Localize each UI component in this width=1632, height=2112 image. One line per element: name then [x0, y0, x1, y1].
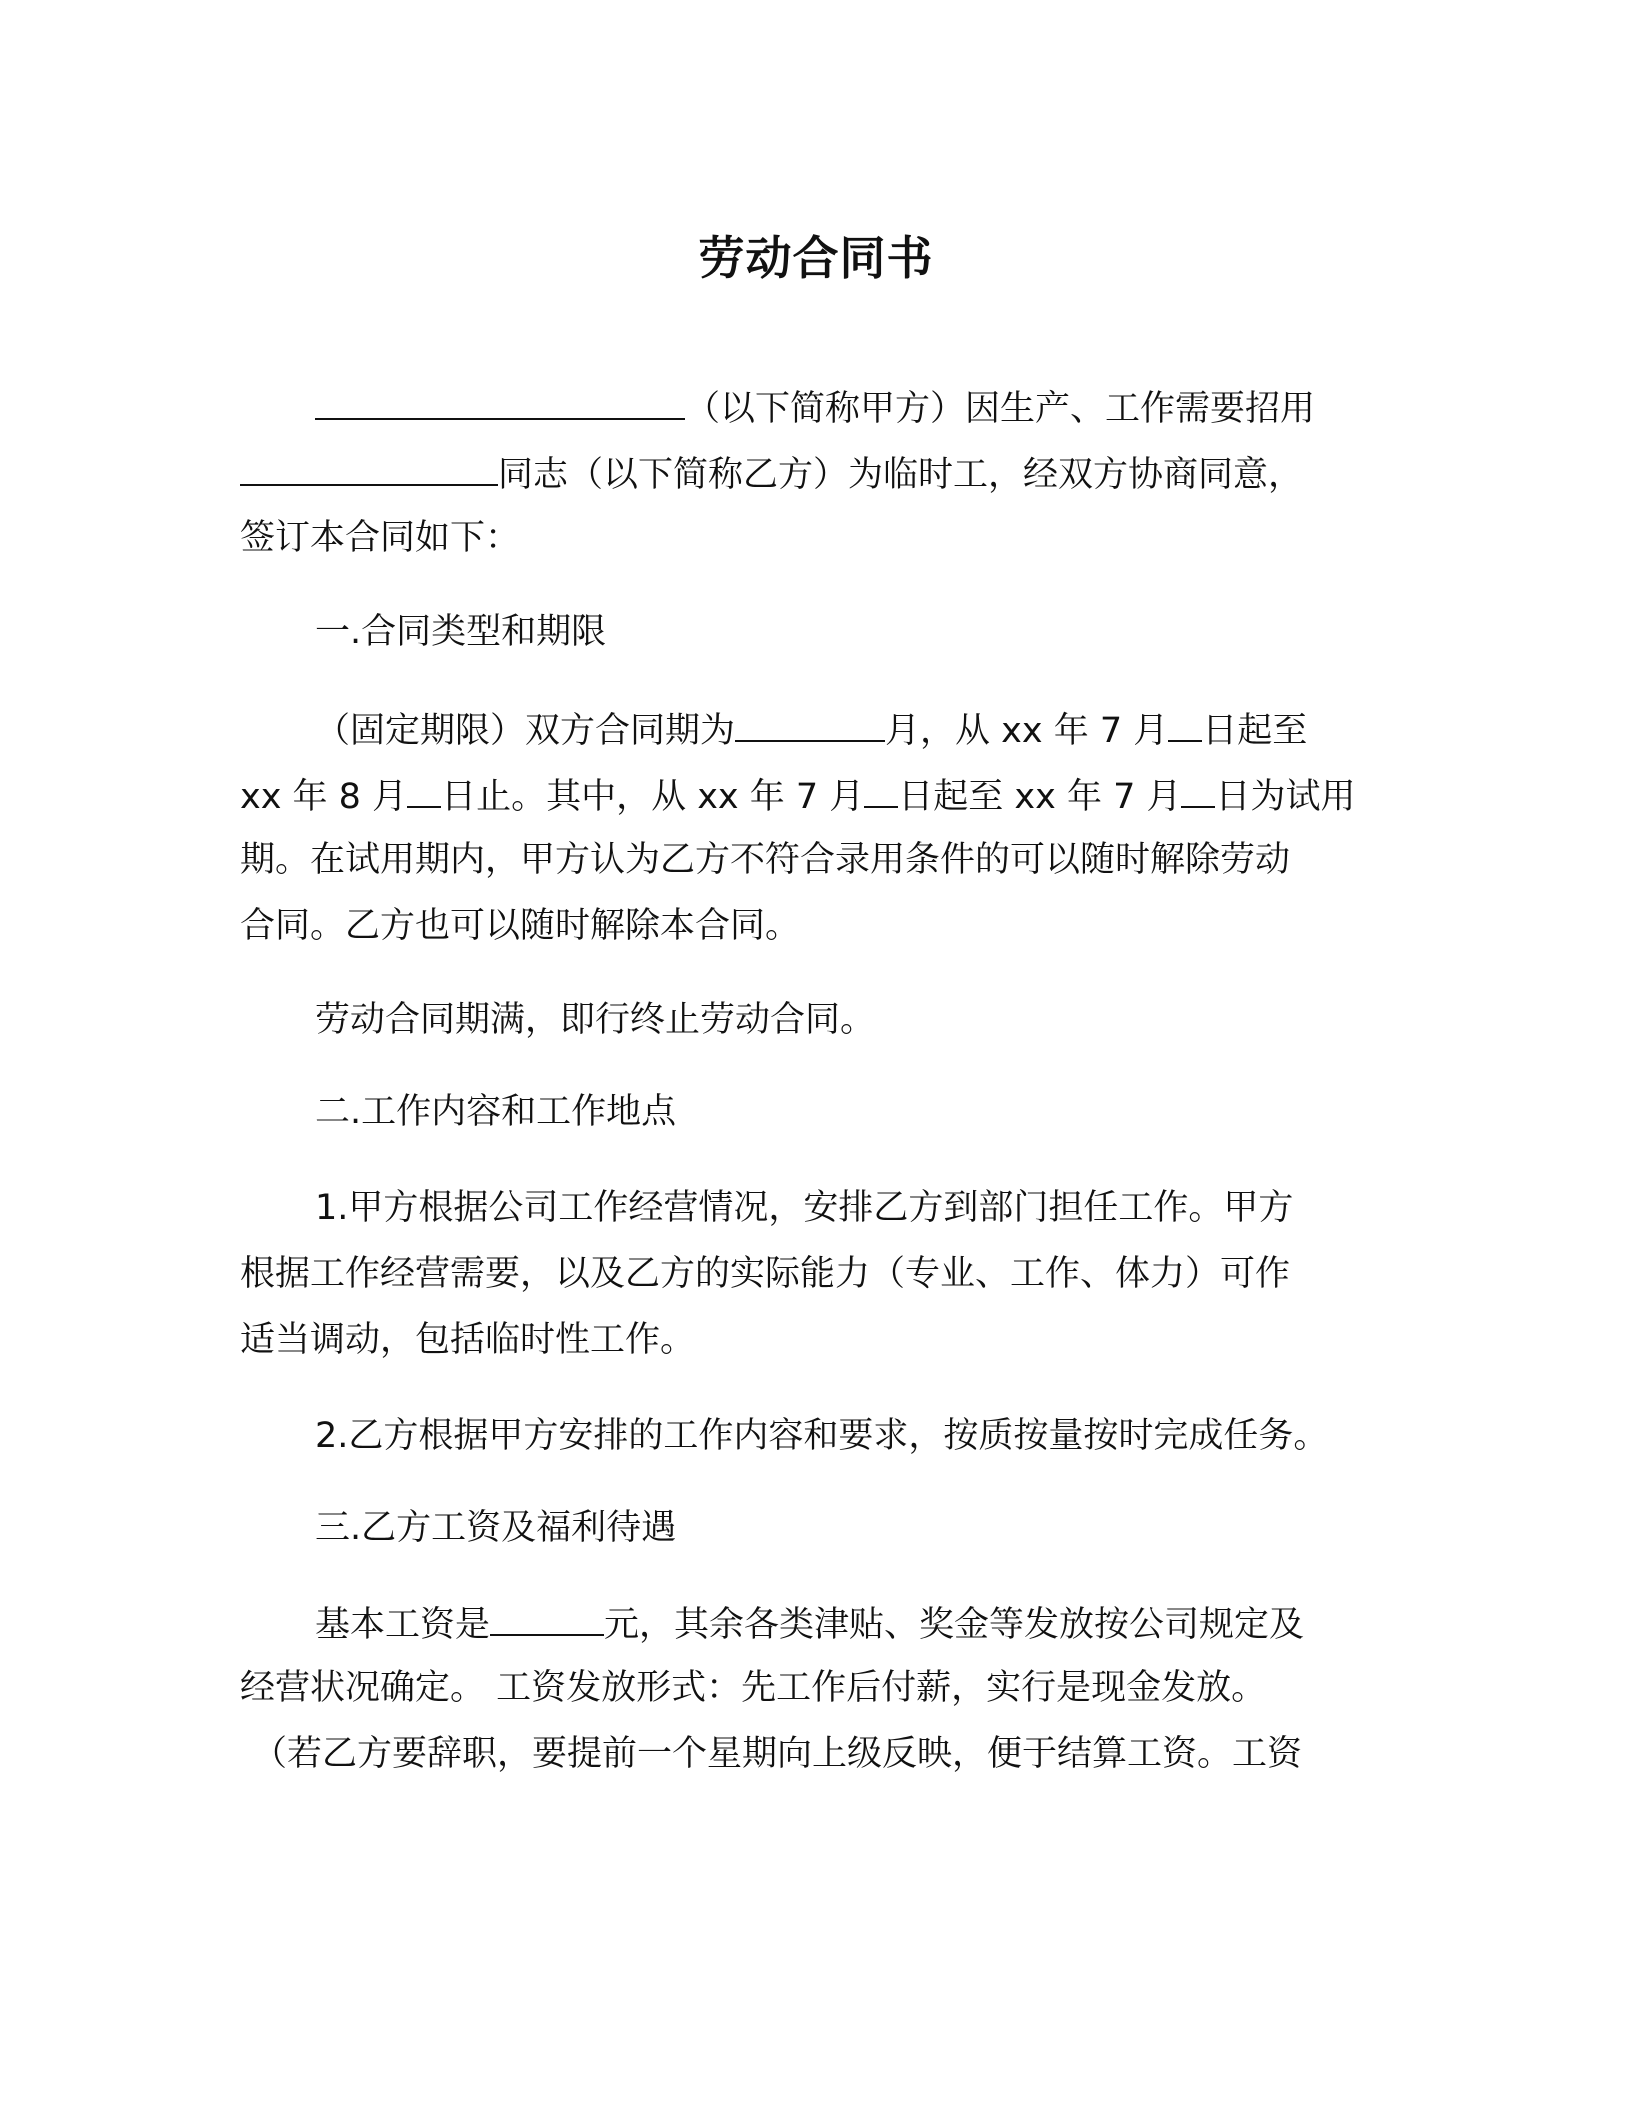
document-title: 劳动合同书 — [698, 231, 934, 285]
intro-line-3: 签订本合同如下： — [240, 518, 521, 558]
section-3-p1-line-1 — [315, 1598, 1304, 1649]
section-2-item-1-line-1: 1.甲方根据公司工作经营情况，安排乙方到部门担任工作。甲方 — [315, 1188, 1294, 1228]
text-segment: 基本工资是 — [315, 1605, 491, 1645]
section-1-p1-line-4: 合同。乙方也可以随时解除本合同。 — [240, 906, 801, 946]
end-day-blank[interactable] — [407, 770, 441, 808]
text-segment: （固定期限）双方合同期为 — [315, 711, 736, 751]
text-segment: 元，其余各类津贴、奖金等发放按公司规定及 — [604, 1605, 1305, 1645]
text-segment: 日起至 — [1202, 711, 1308, 751]
section-1-p2: 劳动合同期满，即行终止劳动合同。 — [315, 1000, 876, 1040]
section-2-item-2: 2.乙方根据甲方安排的工作内容和要求，按质按量按时完成任务。 — [315, 1416, 1329, 1456]
base-salary-blank[interactable] — [490, 1598, 604, 1636]
section-1-p1-line-2 — [240, 770, 1356, 821]
contract-months-blank[interactable] — [735, 704, 885, 742]
text-segment: 月，从 xx 年 7 月 — [885, 711, 1169, 751]
employer-name-blank[interactable] — [315, 382, 685, 420]
section-1-p1-line-3: 期。在试用期内，甲方认为乙方不符合录用条件的可以随时解除劳动 — [240, 840, 1291, 880]
section-1-p1-line-1 — [315, 704, 1307, 755]
section-3-p1-line-3: （若乙方要辞职，要提前一个星期向上级反映，便于结算工资。工资 — [252, 1734, 1303, 1774]
text-segment: 日为试用 — [1215, 777, 1356, 817]
text-segment: xx 年 8 月 — [240, 777, 408, 817]
section-1-heading: 一.合同类型和期限 — [315, 612, 607, 652]
section-2-item-1-line-3: 适当调动，包括临时性工作。 — [240, 1320, 696, 1360]
text-segment: 日止。其中，从 xx 年 7 月 — [441, 777, 865, 817]
intro-line-2 — [240, 448, 1303, 499]
section-3-heading: 三.乙方工资及福利待遇 — [315, 1508, 677, 1548]
intro-line-1-text: （以下简称甲方）因生产、工作需要招用 — [685, 389, 1316, 429]
section-2-heading: 二.工作内容和工作地点 — [315, 1092, 677, 1132]
employee-name-blank[interactable] — [240, 448, 498, 486]
probation-start-day-blank[interactable] — [864, 770, 898, 808]
section-2-item-1-line-2: 根据工作经营需要，以及乙方的实际能力（专业、工作、体力）可作 — [240, 1254, 1291, 1294]
start-day-blank[interactable] — [1168, 704, 1202, 742]
intro-line-2-text: 同志（以下简称乙方）为临时工，经双方协商同意， — [498, 455, 1304, 495]
intro-line-1 — [315, 382, 1315, 433]
probation-end-day-blank[interactable] — [1181, 770, 1215, 808]
text-segment: 日起至 xx 年 7 月 — [898, 777, 1182, 817]
section-3-p1-line-2: 经营状况确定。 工资发放形式：先工作后付薪，实行是现金发放。 — [240, 1668, 1267, 1708]
